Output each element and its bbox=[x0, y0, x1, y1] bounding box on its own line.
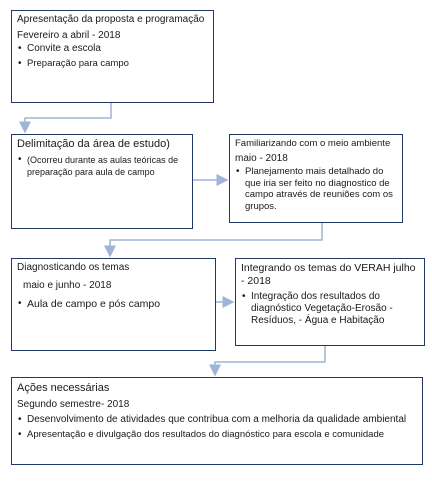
step-box-presentation bbox=[11, 10, 214, 103]
list-item: • Apresentação e divulgação dos resultados do diagnóstico para escola e comunidade bbox=[17, 429, 417, 441]
step-title: Delimitação da área de estudo) bbox=[17, 138, 170, 150]
step-box-actions bbox=[11, 377, 423, 465]
list-item: • Integração dos resultados do diagnóstico Vegetação-Erosão - Resíduos, - Água e Habitação bbox=[241, 291, 419, 327]
step-box-study-area bbox=[11, 134, 193, 229]
arrow-5-to-6 bbox=[215, 346, 325, 375]
step-box-diagnosing bbox=[11, 258, 216, 351]
step-date: maio - 2018 bbox=[235, 153, 288, 164]
step-date: Segundo semestre- 2018 bbox=[17, 399, 130, 410]
list-item: • Aula de campo e pós campo bbox=[17, 298, 210, 310]
step-box-familiarizing bbox=[229, 134, 403, 223]
step-title: Familiarizando com o meio ambiente bbox=[235, 138, 391, 149]
list-item: • Planejamento mais detalhado do que iria ser feito no diagnostico de campo através de reuniões com os grupos. bbox=[235, 166, 397, 212]
step-date: maio e junho - 2018 bbox=[23, 280, 112, 291]
list-item: • Desenvolvimento de atividades que contribua com a melhoria da qualidade ambiental bbox=[17, 414, 417, 426]
step-date: Fevereiro a abril - 2018 bbox=[17, 30, 121, 41]
list-item: • (Ocorreu durante as aulas teóricas de preparação para aula de campo bbox=[17, 154, 187, 178]
step-title: Apresentação da proposta e programação bbox=[17, 14, 205, 25]
list-item: • Preparação para campo bbox=[17, 58, 208, 70]
arrow-1-to-2 bbox=[25, 103, 111, 132]
step-title: Ações necessárias bbox=[17, 382, 110, 394]
step-box-integrating bbox=[235, 258, 425, 346]
list-item: • Convite a escola bbox=[17, 43, 208, 55]
step-title: Integrando os temas do VERAH julho - 2018 bbox=[241, 262, 416, 287]
step-title: Diagnosticando os temas bbox=[17, 262, 130, 273]
